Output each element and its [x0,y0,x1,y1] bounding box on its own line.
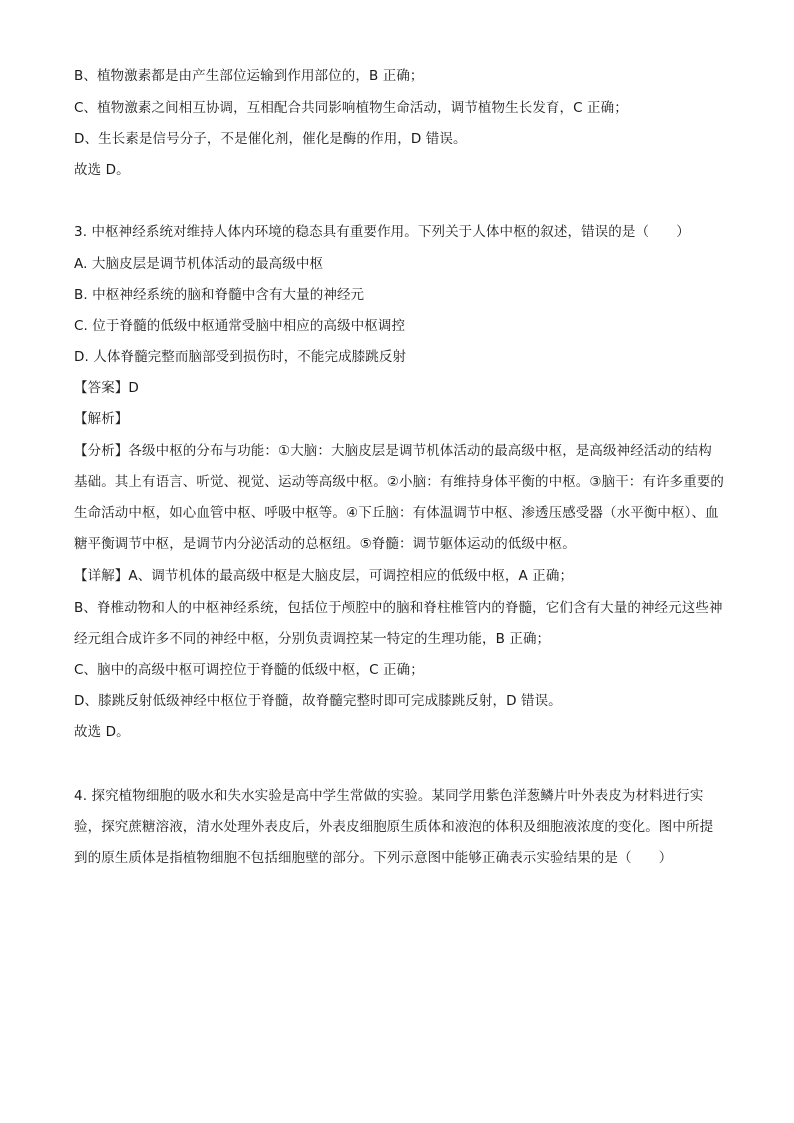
question-3-answer: 【答案】D [74,380,139,396]
question-3-detail-c: C、脑中的高级中枢可调控位于脊髓的低级中枢，C 正确； [74,662,424,678]
question-3-detail-b: B、脊椎动物和人的中枢神经系统，包括位于颅腔中的脑和脊柱椎管内的脊髓，它们含有大量的神经元这些神经元组合成许多不同的神经中枢，分别负责调控某一特定的生理功能，B 正确； [74,600,723,647]
prev-explanation-c: C、植物激素之间相互协调，互相配合共同影响植物生命活动，调节植物生长发育，C 正确； [74,100,628,116]
prev-explanation-b: B、植物激素都是由产生部位运输到作用部位的，B 正确； [74,68,424,84]
question-3-option-d: D. 人体脊髓完整而脑部受到损伤时，不能完成膝跳反射 [74,349,407,365]
question-3-analysis-heading: 【解析】 [74,411,129,427]
question-3-detail-d: D、膝跳反射低级神经中枢位于脊髓，故脊髓完整时即可完成膝跳反射，D 错误。 [74,693,562,709]
question-3-analysis: 【分析】各级中枢的分布与功能：①大脑：大脑皮层是调节机体活动的最高级中枢，是高级神经活动的结构基础。其上有语言、听觉、视觉、运动等高级中枢。②小脑：有维持身体平衡的中枢。③脑干：有许多重要的生命活动中枢，如心血管中枢、呼吸中枢等。④下丘脑：有体温调节中枢、渗透压感受器（水平衡中枢）、血糖平衡调节中枢，是调节内分泌活动的总枢纽。⑤脊髓：调节躯体运动的低级中枢。 [74,443,725,552]
question-3-stem: 3. 中枢神经系统对维持人体内环境的稳态具有重要作用。下列关于人体中枢的叙述，错误的是（ ） [74,224,690,240]
question-3-conclusion: 故选 D。 [74,724,130,740]
question-3-option-c: C. 位于脊髓的低级中枢通常受脑中相应的高级中枢调控 [74,318,406,334]
question-4-stem: 4. 探究植物细胞的吸水和失水实验是高中学生常做的实验。某同学用紫色洋葱鳞片叶外表皮为材料进行实验，探究蔗糖溶液，清水处理外表皮后，外表皮细胞原生质体和液泡的体积及细胞液浓度的变化。图中所提到的原生质体是指植物细胞不包括细胞壁的部分。下列示意图中能够正确表示实验结果的是（ ） [74,788,714,866]
question-3-option-a: A. 大脑皮层是调节机体活动的最高级中枢 [74,256,324,272]
prev-explanation-d: D、生长素是信号分子，不是催化剂，催化是酶的作用，D 错误。 [74,131,467,147]
prev-conclusion: 故选 D。 [74,162,130,178]
question-3-detail-a: 【详解】A、调节机体的最高级中枢是大脑皮层，可调控相应的低级中枢，A 正确； [74,568,574,584]
question-3-option-b: B. 中枢神经系统的脑和脊髓中含有大量的神经元 [74,287,365,303]
